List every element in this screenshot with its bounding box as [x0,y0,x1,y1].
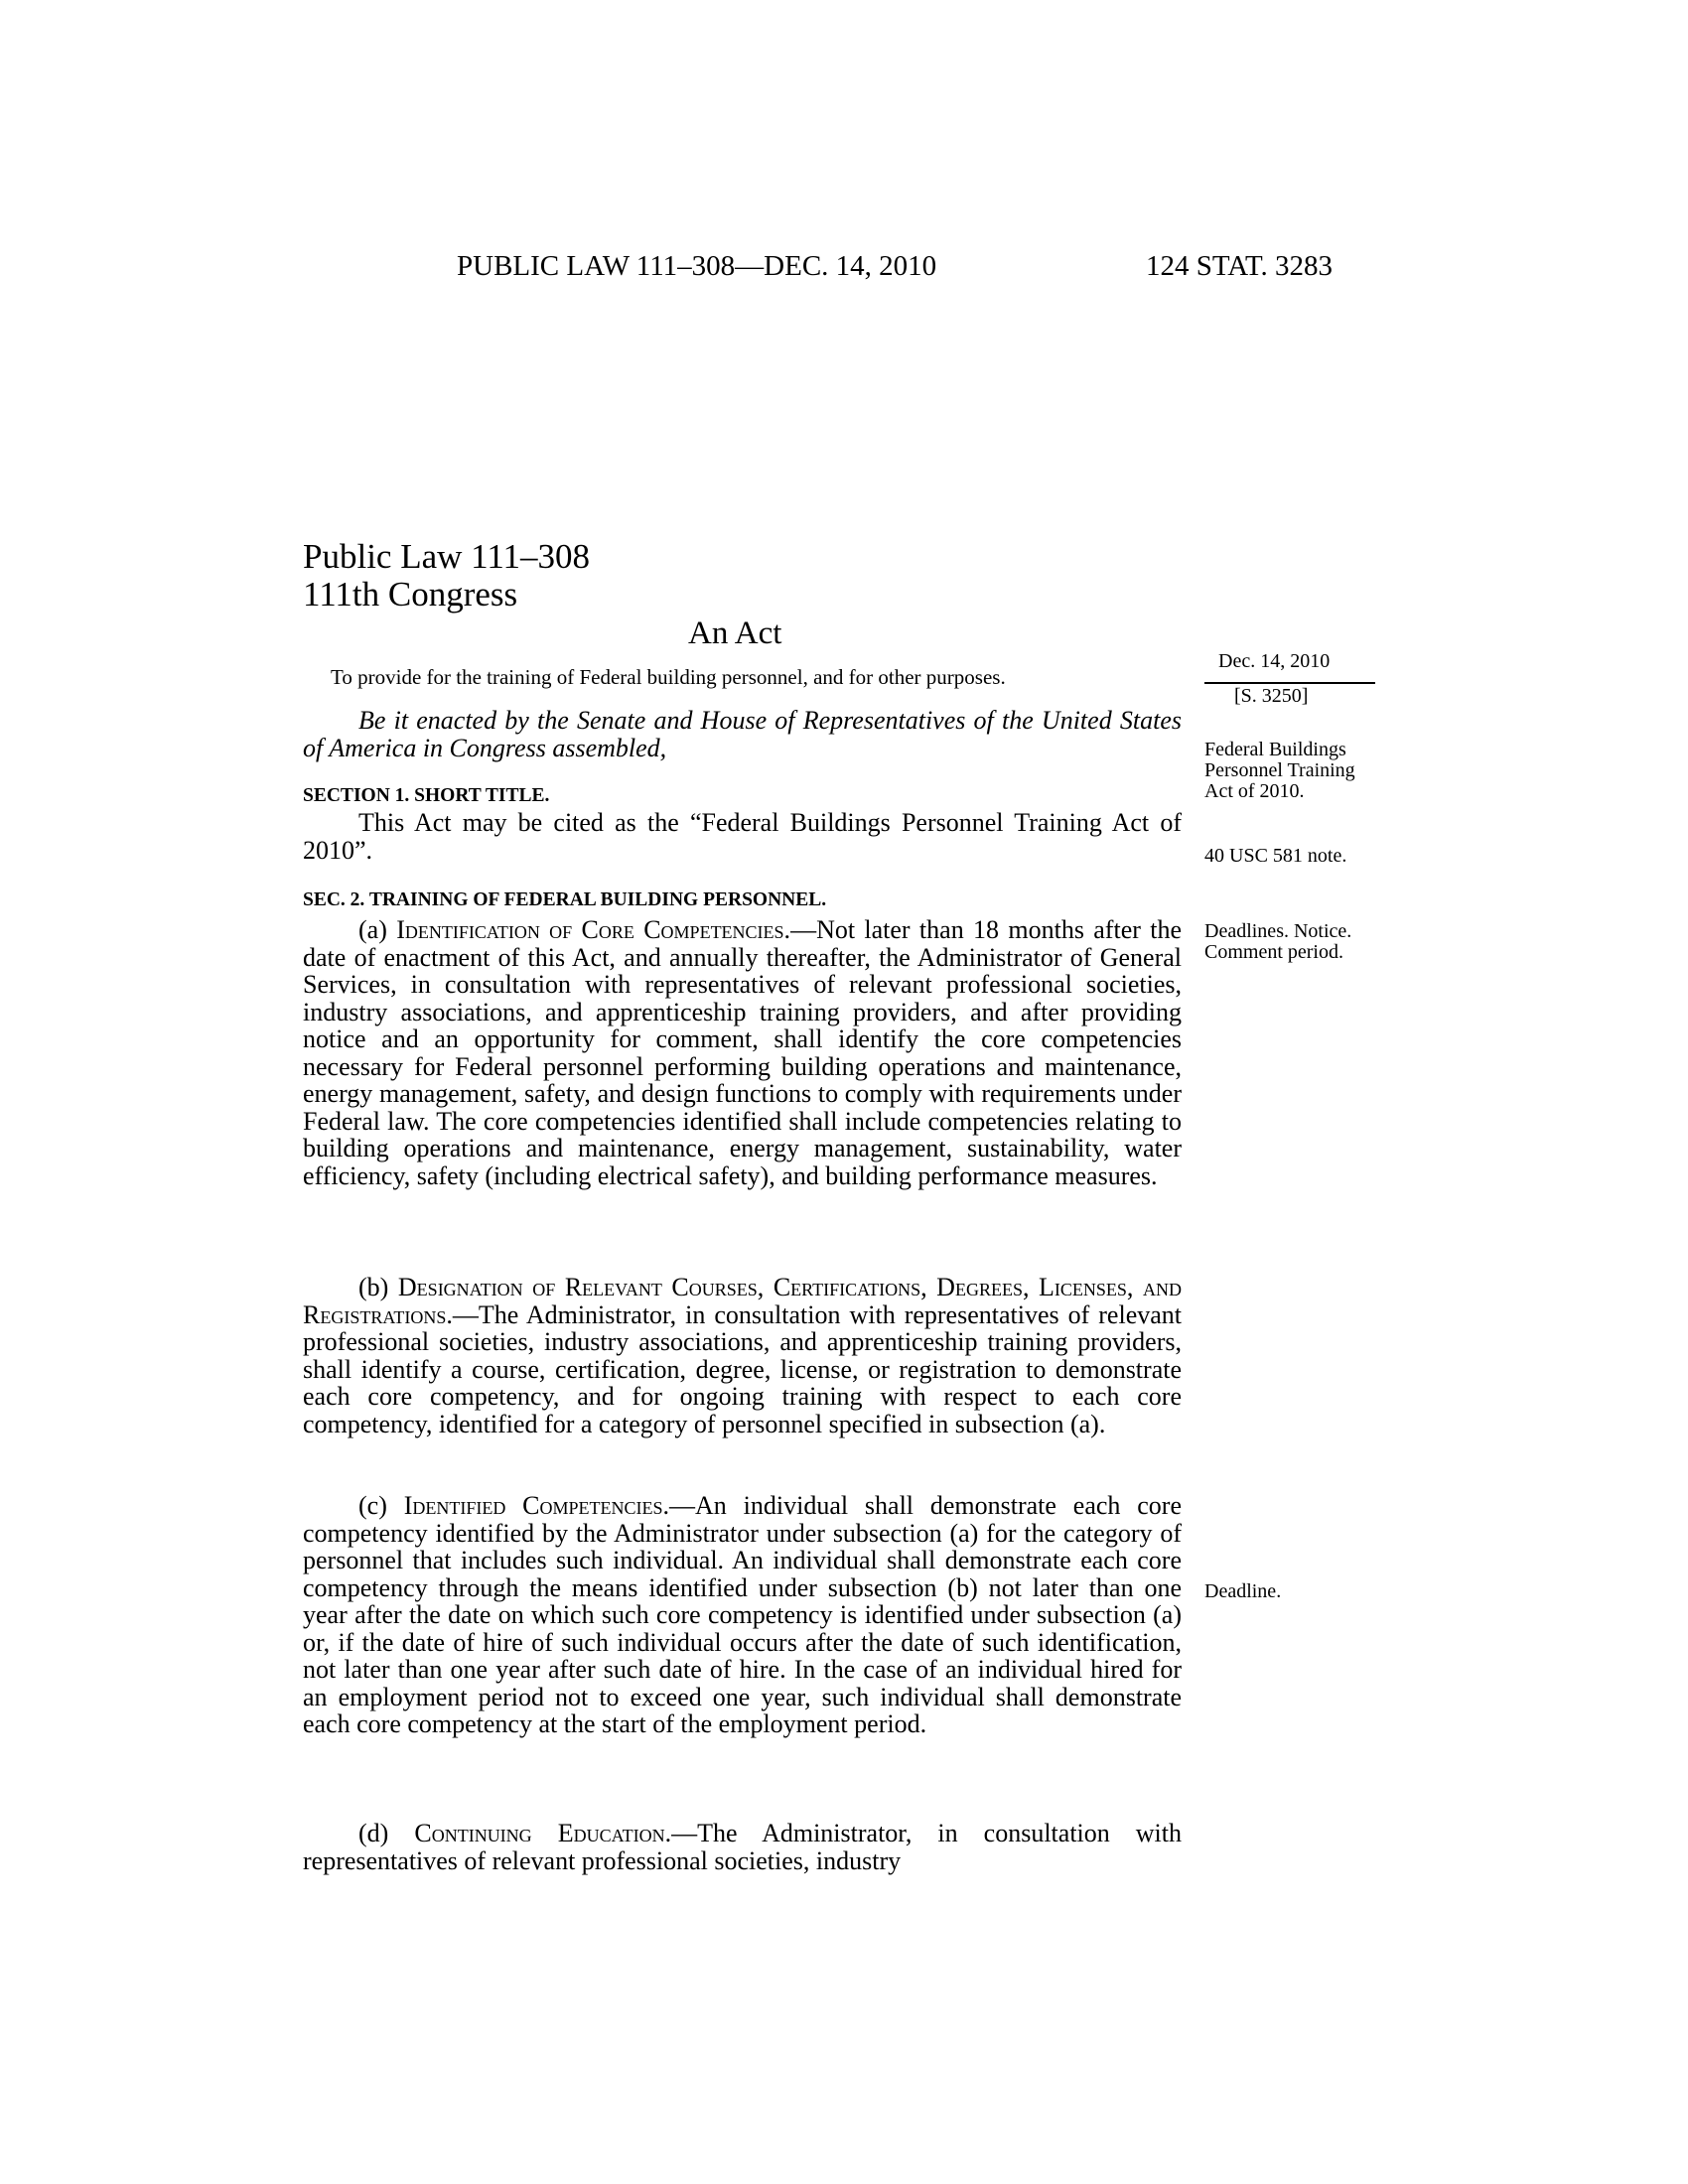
subsection-a [303,916,1182,1189]
subsection-d-text: —The Administrator, in consultation with representatives of relevant professional societies, industry [303,1819,1183,1875]
subsection-d-heading: Continuing Education. [414,1819,672,1847]
subsection-a-text: —Not later than 18 months after the date of enactment of this Act, and annually thereafter, the Administrator of General Services, in consultation with representatives of relevant professional societies, industry associations, and apprenticeship training providers, and after providing notice and an opportunity for comment, shall identify the core competencies necessary for Federal personnel performing building operations and maintenance, energy management, safety, and design functions to comply with requirements under Federal law. The core competencies identified shall include competencies relating to building operations and maintenance, energy management, sustainability, water efficiency, safety (including electrical safety), and building performance measures. [303,915,1182,1190]
subsection-a-label: (a) [358,915,387,944]
congress-number: 111th Congress [303,575,518,614]
subsection-a-heading: Identification of Core Competencies. [396,915,791,944]
approval-date-rule [1204,682,1375,684]
subsection-d [303,1820,1182,1874]
short-title-note: Federal Buildings Personnel Training Act of 2010. [1204,739,1355,802]
approval-date-note: Dec. 14, 2010 [1218,650,1331,672]
subsection-b-label: (b) [358,1273,389,1301]
subsection-b [303,1274,1182,1437]
subsection-c-heading: Identified Competencies. [403,1491,670,1520]
deadline-note: Deadline. [1204,1580,1282,1602]
running-head-page: 124 STAT. 3283 [1146,250,1334,282]
public-law-number: Public Law 111–308 [303,537,591,576]
subsection-c-text: —An individual shall demonstrate each core competency identified by the Administrator under subsection (a) for the category of personnel that includes such individual. An individual shall demonstrate each core competency through the means identified under subsection (b) not later than one year after the date on which such core competency is identified under subsection (a) or, if the date of hire of such individual occurs after the date of such identification, not later than one year after such date of hire. In the case of an individual hired for an employment period not to exceed one year, such individual shall demonstrate each core competency at the start of the employment period. [303,1491,1182,1738]
subsection-d-label: (d) [358,1819,389,1847]
act-purpose: To provide for the training of Federal building personnel, and for other purposes. [331,665,1006,689]
subsection-b-heading: Designation of Relevant Courses, Certifications, Degrees, Licenses, and Registrations. [303,1273,1182,1329]
section-1-heading: SECTION 1. SHORT TITLE. [303,785,550,806]
deadlines-note: Deadlines. Notice. Comment period. [1204,920,1352,963]
act-label: An Act [688,615,782,651]
subsection-b-text: —The Administrator, in consultation with representatives of relevant professional societies, industry associations, and apprenticeship training providers, shall identify a course, certification, degree, license, or registration to demonstrate each core competency, and for ongoing training with respect to each core competency, identified for a category of personnel specified in subsection (a). [303,1299,1182,1438]
running-head-left: PUBLIC LAW 111–308—DEC. 14, 2010 [457,250,937,282]
enacting-clause: Be it enacted by the Senate and House of Representatives of the United States of America in Congress assembled, [303,706,1182,762]
subsection-c-label: (c) [358,1491,387,1520]
section-1-text: This Act may be cited as the “Federal Buildings Personnel Training Act of 2010”. [303,808,1182,865]
bill-number-note: [S. 3250] [1234,685,1309,707]
subsection-c [303,1492,1182,1738]
usc-note: 40 USC 581 note. [1204,845,1347,867]
section-2-heading: SEC. 2. TRAINING OF FEDERAL BUILDING PERSONNEL. [303,889,827,910]
